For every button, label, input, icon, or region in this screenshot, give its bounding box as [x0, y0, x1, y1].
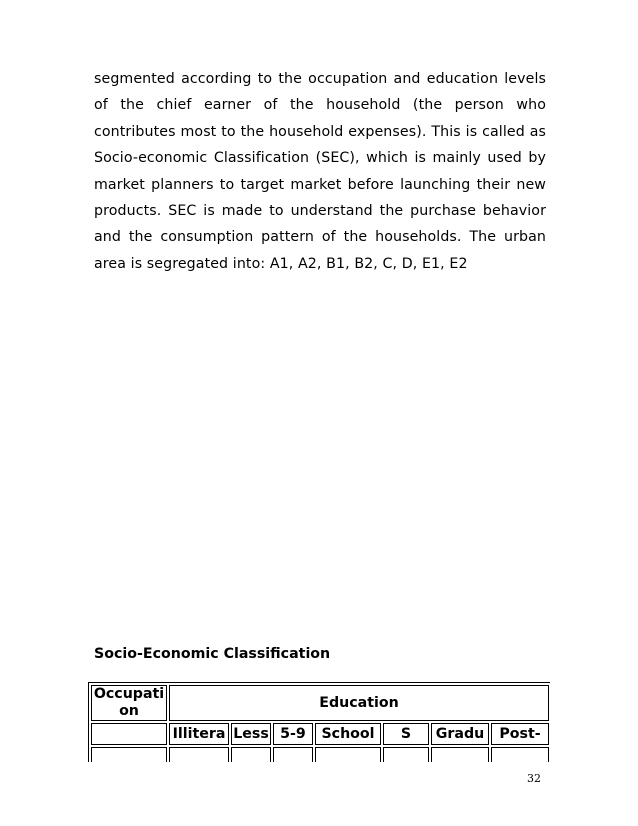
section-title: Socio-Economic Classification — [94, 646, 331, 662]
sec-table-container — [88, 682, 550, 762]
education-column-header: Less — [231, 723, 271, 745]
education-column-header: 5-9 — [273, 723, 313, 745]
education-subheader-row — [91, 723, 549, 745]
occupation-subheader-empty — [91, 723, 167, 745]
education-column-header: S — [383, 723, 429, 745]
body-paragraph: segmented according to the occupation and education levels of the chief earner of the household (the person who contributes most to the household expenses). This is called as Socio-economic Classification (SEC), which is mainly used by market planners to target market before launching their new products. SEC is made to understand the purchase behavior and the consumption pattern of the households. The urban area is segregated into: A1, A2, B1, B2, C, D, E1, E2 — [94, 71, 546, 272]
occupation-header: Occupation — [91, 685, 167, 721]
education-header: Education — [169, 685, 549, 721]
table-header-row — [91, 685, 549, 721]
sec-table — [88, 682, 550, 762]
education-column-header: Post- — [491, 723, 549, 745]
education-column-header: Illitera — [169, 723, 229, 745]
education-column-header: Gradu — [431, 723, 489, 745]
education-column-header: School — [315, 723, 381, 745]
table-row — [91, 747, 549, 762]
page-number: 32 — [527, 772, 541, 785]
